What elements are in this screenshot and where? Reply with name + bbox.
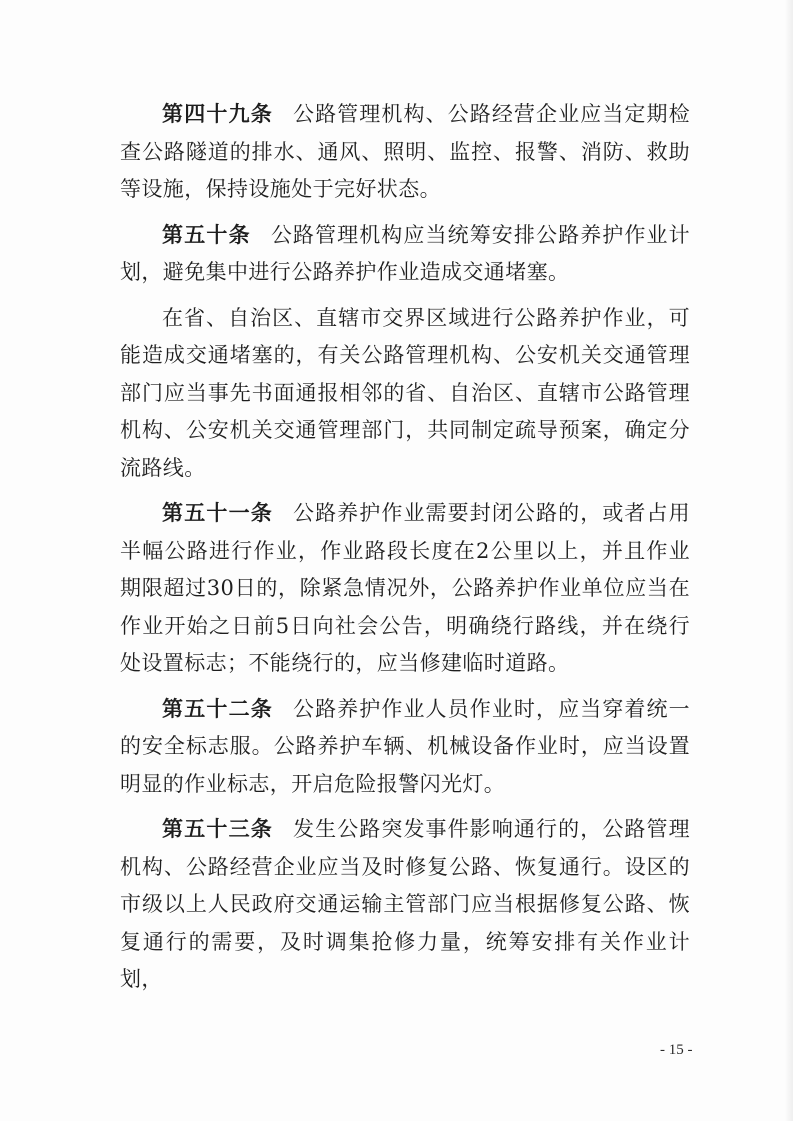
article-49 — [120, 96, 690, 209]
page-number: - 15 - — [660, 1042, 693, 1058]
article-53 — [120, 811, 690, 999]
article-text: 在省、自治区、直辖市交界区域进行公路养护作业，可能造成交通堵塞的，有关公路管理机构、公安机关交通管理部门应当事先书面通报相邻的省、自治区、直辖市公路管理机构、公安机关交通管理部门，共同制定疏导预案，确定分流路线。 — [120, 305, 690, 480]
article-heading: 第五十二条 — [162, 696, 273, 721]
article-text: 发生公路突发事件影响通行的，公路管理机构、公路经营企业应当及时修复公路、恢复通行。设区的市级以上人民政府交通运输主管部门应当根据修复公路、恢复通行的需要，及时调集抢修力量，统筹安排有关作业计划， — [120, 817, 691, 991]
article-heading: 第五十三条 — [162, 817, 273, 841]
article-text: 公路管理机构应当统筹安排公路养护作业计划，避免集中进行公路养护作业造成交通堵塞。 — [120, 222, 691, 284]
article-text: 公路养护作业人员作业时，应当穿着统一的安全标志服。公路养护车辆、机械设备作业时，应当设置明显的作业标志，开启危险报警闪光灯。 — [120, 696, 691, 796]
article-text: 公路养护作业需要封闭公路的，或者占用半幅公路进行作业，作业路段长度在2公里以上，并且作业期限超过30日的，除紧急情况外，公路养护作业单位应当在作业开始之日前5日向社会公告，明确绕行路线，并在绕行处设置标志；不能绕行的，应当修建临时道路。 — [120, 501, 691, 675]
article-52 — [120, 691, 690, 804]
article-51 — [120, 495, 690, 683]
document-body — [120, 96, 690, 1007]
article-heading: 第五十条 — [162, 222, 251, 247]
page-edge-shadow — [785, 0, 793, 1121]
article-50-paragraph-2 — [120, 300, 690, 488]
article-heading: 第五十一条 — [162, 501, 273, 525]
article-text: 公路管理机构、公路经营企业应当定期检查公路隧道的排水、通风、照明、监控、报警、消防、救助等设施，保持设施处于完好状态。 — [120, 102, 691, 201]
article-heading: 第四十九条 — [162, 102, 273, 126]
article-50 — [120, 217, 690, 292]
